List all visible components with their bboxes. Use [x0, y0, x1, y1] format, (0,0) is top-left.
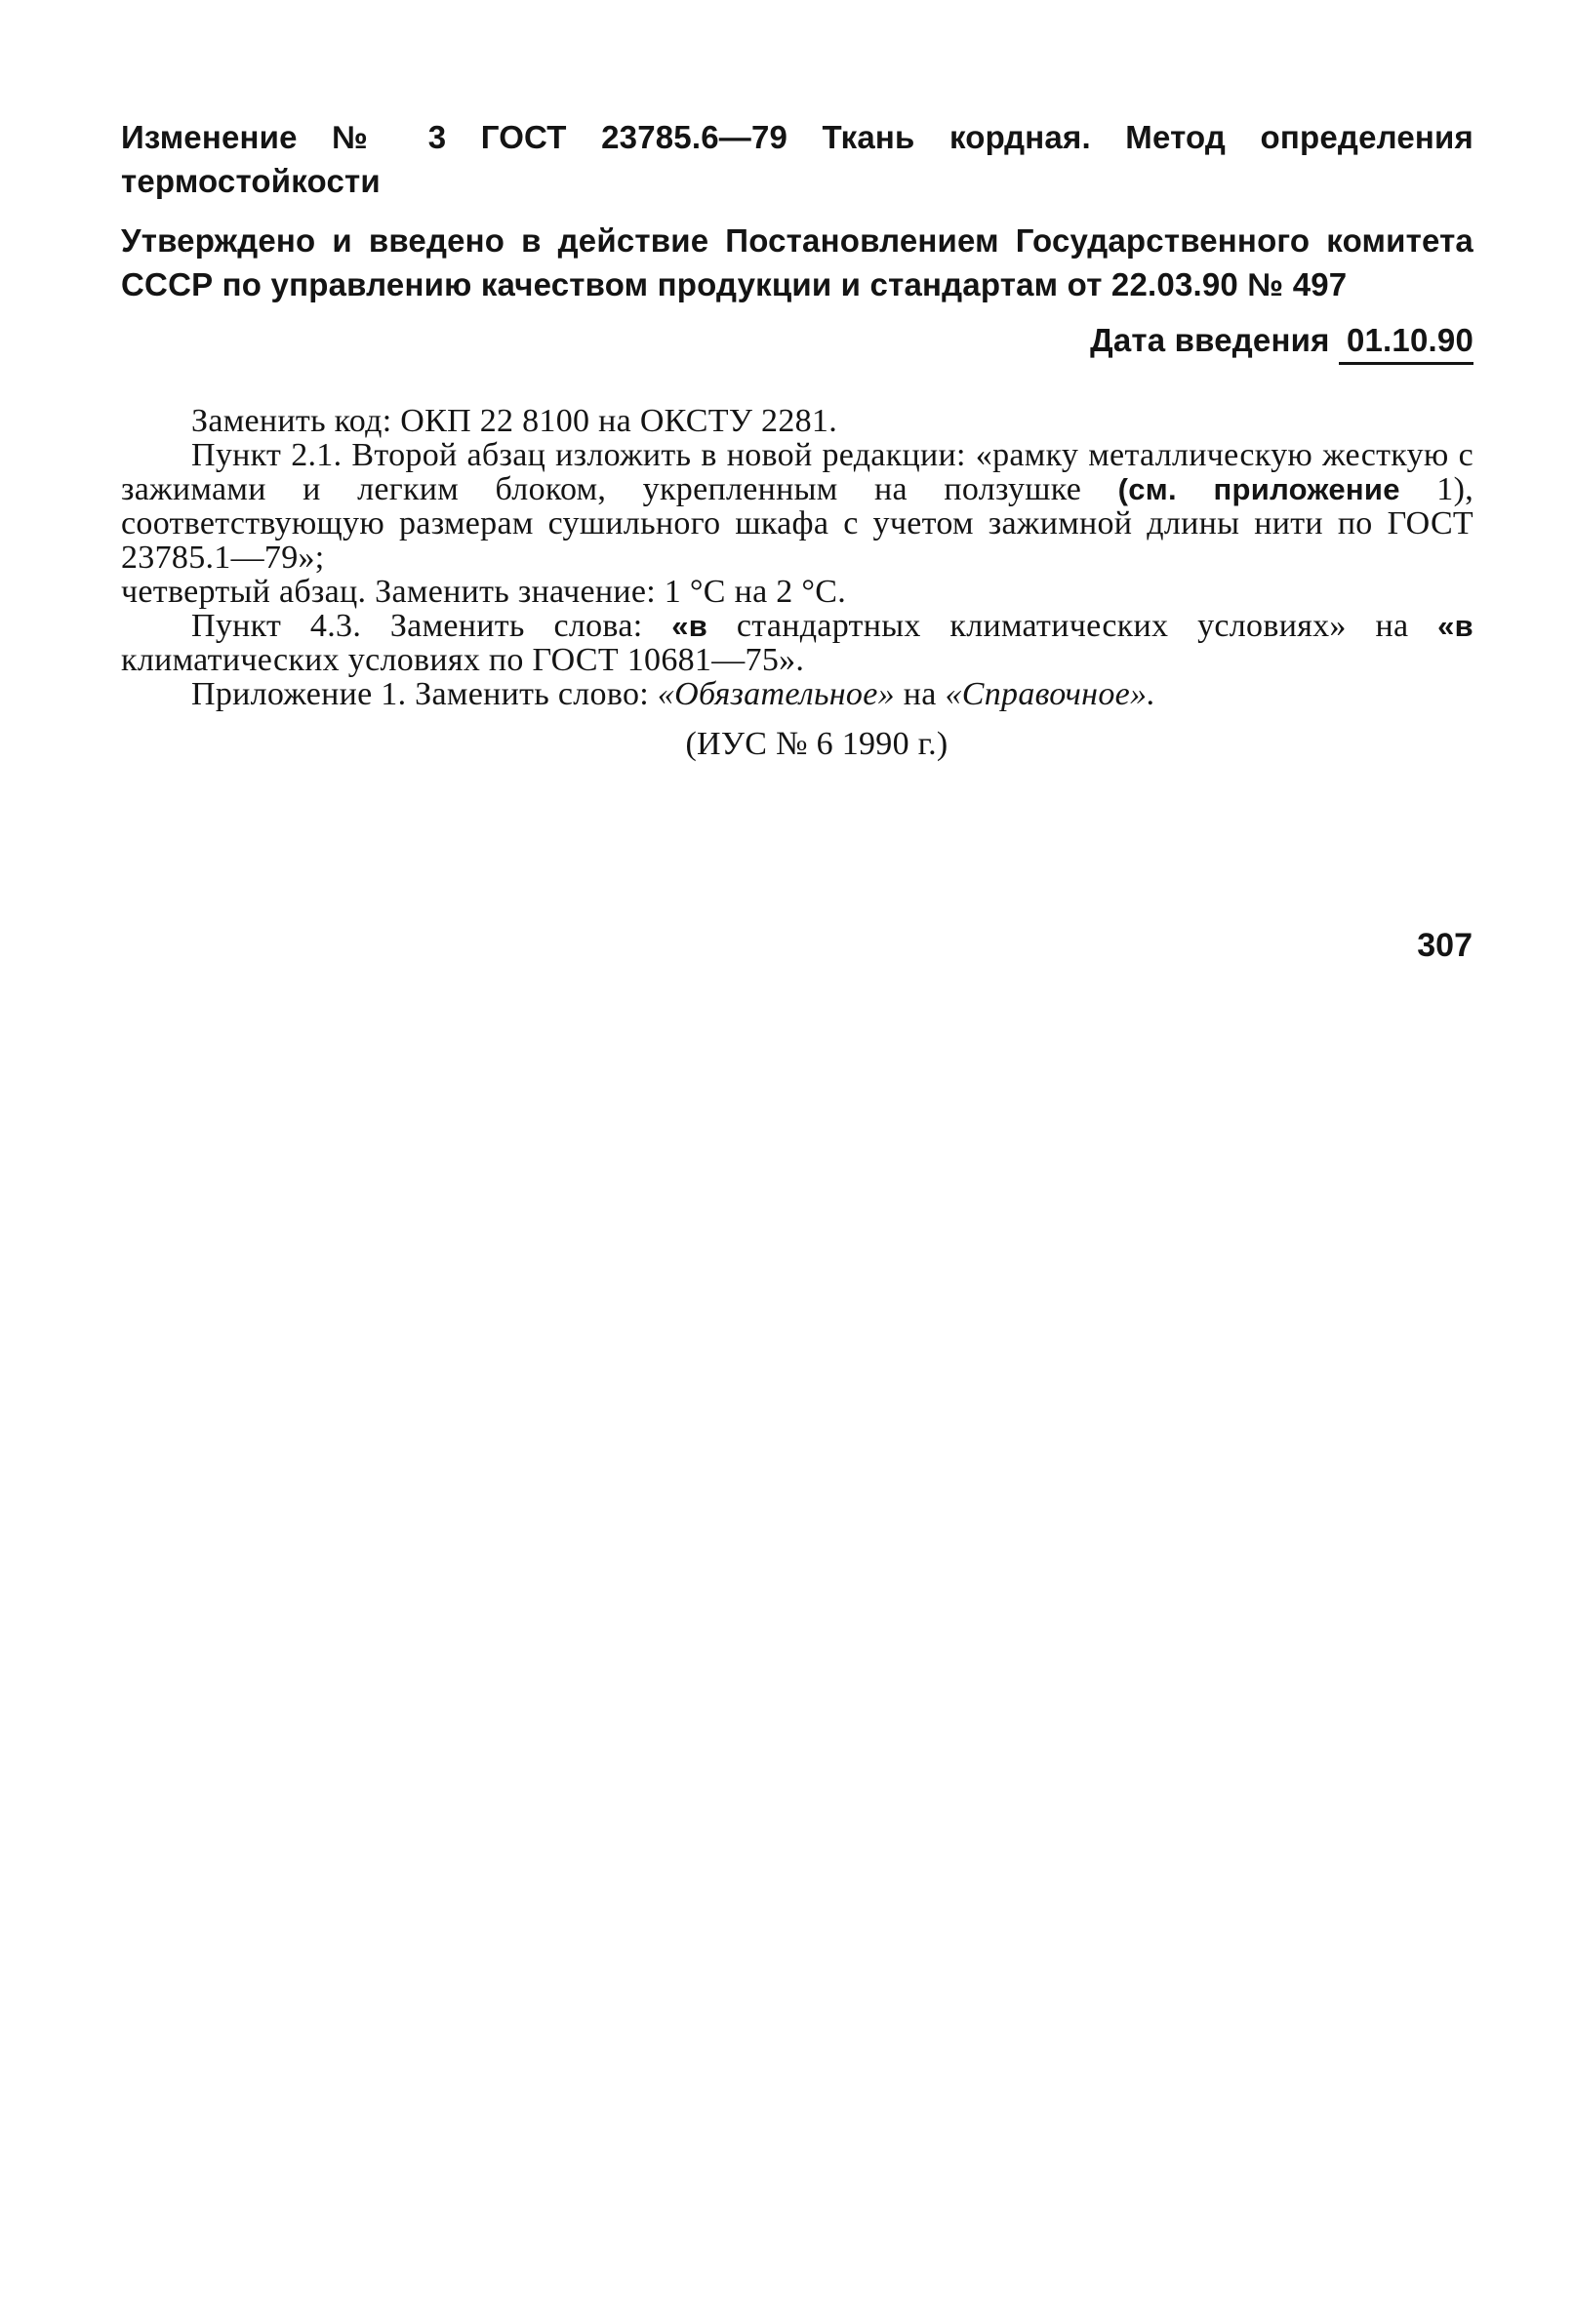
document-content [121, 115, 1473, 764]
paragraph-code-replacement: Заменить код: ОКП 22 8100 на ОКСТУ 2281. [191, 403, 838, 439]
clause-2-1-text-end: 1), соответствующую размерам сушильного шкафа с учетом зажимной длины нити по ГОСТ 23785.1—79»; [121, 471, 1473, 576]
paragraph-clause-2-1 [121, 438, 1473, 575]
appendix-1-italic-2: «Справочное». [945, 676, 1156, 712]
paragraph-clause-4-3 [121, 609, 1473, 677]
amendment-title: Изменение № 3 ГОСТ 23785.6—79 Ткань кордная. Метод определения термостойкости [121, 119, 1473, 199]
appendix-1-text-mid: на [894, 676, 946, 712]
appendix-1-text-start: Приложение 1. Заменить слово: [191, 676, 658, 712]
introduction-date [121, 318, 1473, 365]
clause-2-1-text-start: Пункт 2.1. Второй абзац изложить в новой редакции: «рамку металлическую жесткую с зажимами и легким блоком, укрепленным на ползушке [121, 437, 1473, 507]
clause-4-3-bold-quote-2: «в [1437, 609, 1474, 643]
clause-4-3-text-mid: стандартных климатических условиях» на [707, 608, 1438, 644]
amendment-body [121, 404, 1473, 764]
introduction-date-label: Дата введения [1090, 322, 1330, 358]
clause-4-3-bold-quote-1: «в [671, 609, 708, 643]
paragraph-appendix-1 [121, 677, 1473, 711]
page-number: 307 [1417, 927, 1473, 964]
clause-4-3-text-end: климатических условиях по ГОСТ 10681—75». [121, 642, 805, 678]
clause-4-3-text-start: Пункт 4.3. Заменить слова: [191, 608, 672, 644]
introduction-date-value: 01.10.90 [1339, 319, 1473, 365]
source-reference: (ИУС № 6 1990 г.) [685, 726, 948, 762]
paragraph-fourth-abzac: четвертый абзац. Заменить значение: 1 °С на 2 °С. [121, 574, 847, 610]
appendix-1-italic-1: «Обязательное» [657, 676, 895, 712]
clause-2-1-bold-text: (см. приложение [1117, 472, 1400, 506]
approval-statement: Утверждено и введено в действие Постановлением Государственного комитета СССР по управлению качеством продукции и стандартам от 22.03.90 № 497 [121, 222, 1473, 302]
